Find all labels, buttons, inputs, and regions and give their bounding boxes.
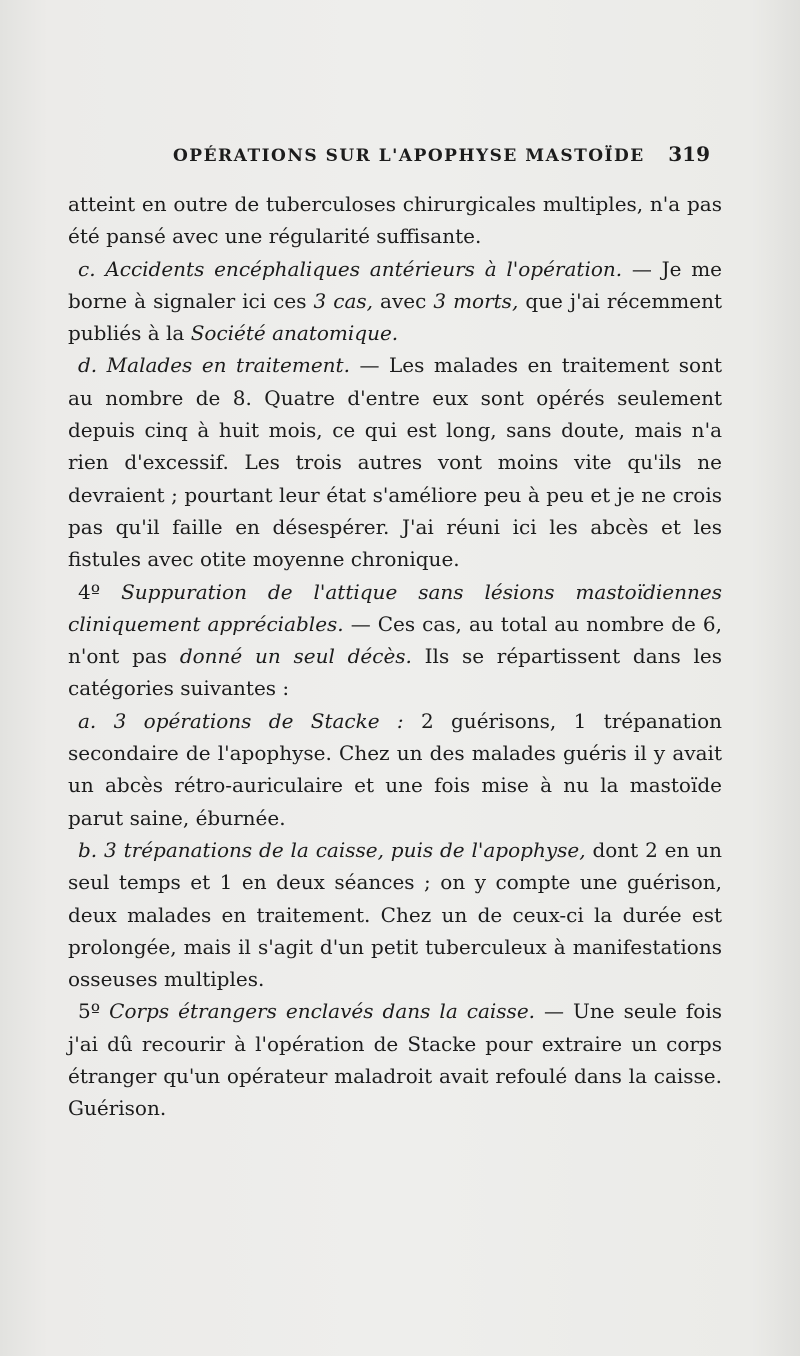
page-header <box>68 142 710 172</box>
paragraph-1 <box>68 188 722 253</box>
paragraph-1-text: atteint en outre de tuberculoses chirurgicales multiples, n'a pas été pansé avec une régularité suffisante. <box>68 192 722 249</box>
section-4-number: 4º <box>78 579 122 604</box>
paragraph-7 <box>68 995 722 1124</box>
page-number: 319 <box>668 142 710 166</box>
paragraph-4-italic-1: donné un seul décès. <box>179 644 412 669</box>
section-5-number: 5º <box>78 999 110 1024</box>
paragraph-4-text-a: — Ces cas, au total au nombre de 6, n'ont pas <box>68 611 722 669</box>
section-c-heading: c. Accidents encéphaliques antérieurs à l'opération. <box>78 256 623 281</box>
page-body <box>68 188 722 1125</box>
paragraph-3 <box>68 349 722 575</box>
paragraph-2 <box>68 253 722 350</box>
paragraph-2-italic-2: 3 morts, <box>433 288 519 313</box>
paragraph-3-text: — Les malades en traitement sont au nombre de 8. Quatre d'entre eux sont opérés seulement depuis cinq à huit mois, ce qui est long, sans doute, mais n'a rien d'excessif. Les trois autres vont moins vite qu'ils ne devraient ; pourtant leur état s'améliore peu à peu et je ne crois pas qu'il faille en désespérer. J'ai réuni ici les abcès et les fistules avec otite moyenne chronique. <box>68 353 722 572</box>
paragraph-6 <box>68 834 722 995</box>
paragraph-2-italic-3: Société anatomique. <box>190 321 399 346</box>
paragraph-5-text: 2 guérisons, 1 trépanation secondaire de l'apophyse. Chez un des malades guéris il y avait un abcès rétro-auriculaire et une fois mise à nu la mastoïde parut saine, éburnée. <box>68 708 722 830</box>
paragraph-4 <box>68 576 722 705</box>
paragraph-4-text-b: Ils se répartissent dans les catégories suivantes : <box>68 644 723 701</box>
paragraph-7-text: — Une seule fois j'ai dû recourir à l'opération de Stacke pour extraire un corps étranger qu'un opérateur maladroit avait refoulé dans la caisse. Guérison. <box>68 999 722 1121</box>
paragraph-5 <box>68 705 722 834</box>
paragraph-2-text-a: — Je me borne à signaler ici ces <box>68 256 722 313</box>
section-4-heading: Suppuration de l'attique sans lésions mastoïdiennes cliniquement appréciables. <box>68 579 722 636</box>
paragraph-2-text-c: que j'ai récemment publiés à la <box>68 288 723 346</box>
paragraph-6-text: dont 2 en un seul temps et 1 en deux séances ; on y compte une guérison, deux malades en traitement. Chez un de ceux-ci la durée est prolongée, mais il s'agit d'un petit tuberculeux à manifestations osseuses multiples. <box>68 837 722 992</box>
section-b-heading: b. 3 trépanations de la caisse, puis de l'apophyse, <box>78 837 586 862</box>
section-a-heading: a. 3 opérations de Stacke : <box>78 708 404 733</box>
paragraph-2-italic-1: 3 cas, <box>313 288 374 313</box>
paragraph-2-text-b: avec <box>373 288 434 313</box>
running-head: OPÉRATIONS SUR L'APOPHYSE MASTOÏDE <box>173 146 645 166</box>
section-5-heading: Corps étrangers enclavés dans la caisse. <box>109 999 536 1024</box>
section-d-heading: d. Malades en traitement. <box>78 353 350 378</box>
